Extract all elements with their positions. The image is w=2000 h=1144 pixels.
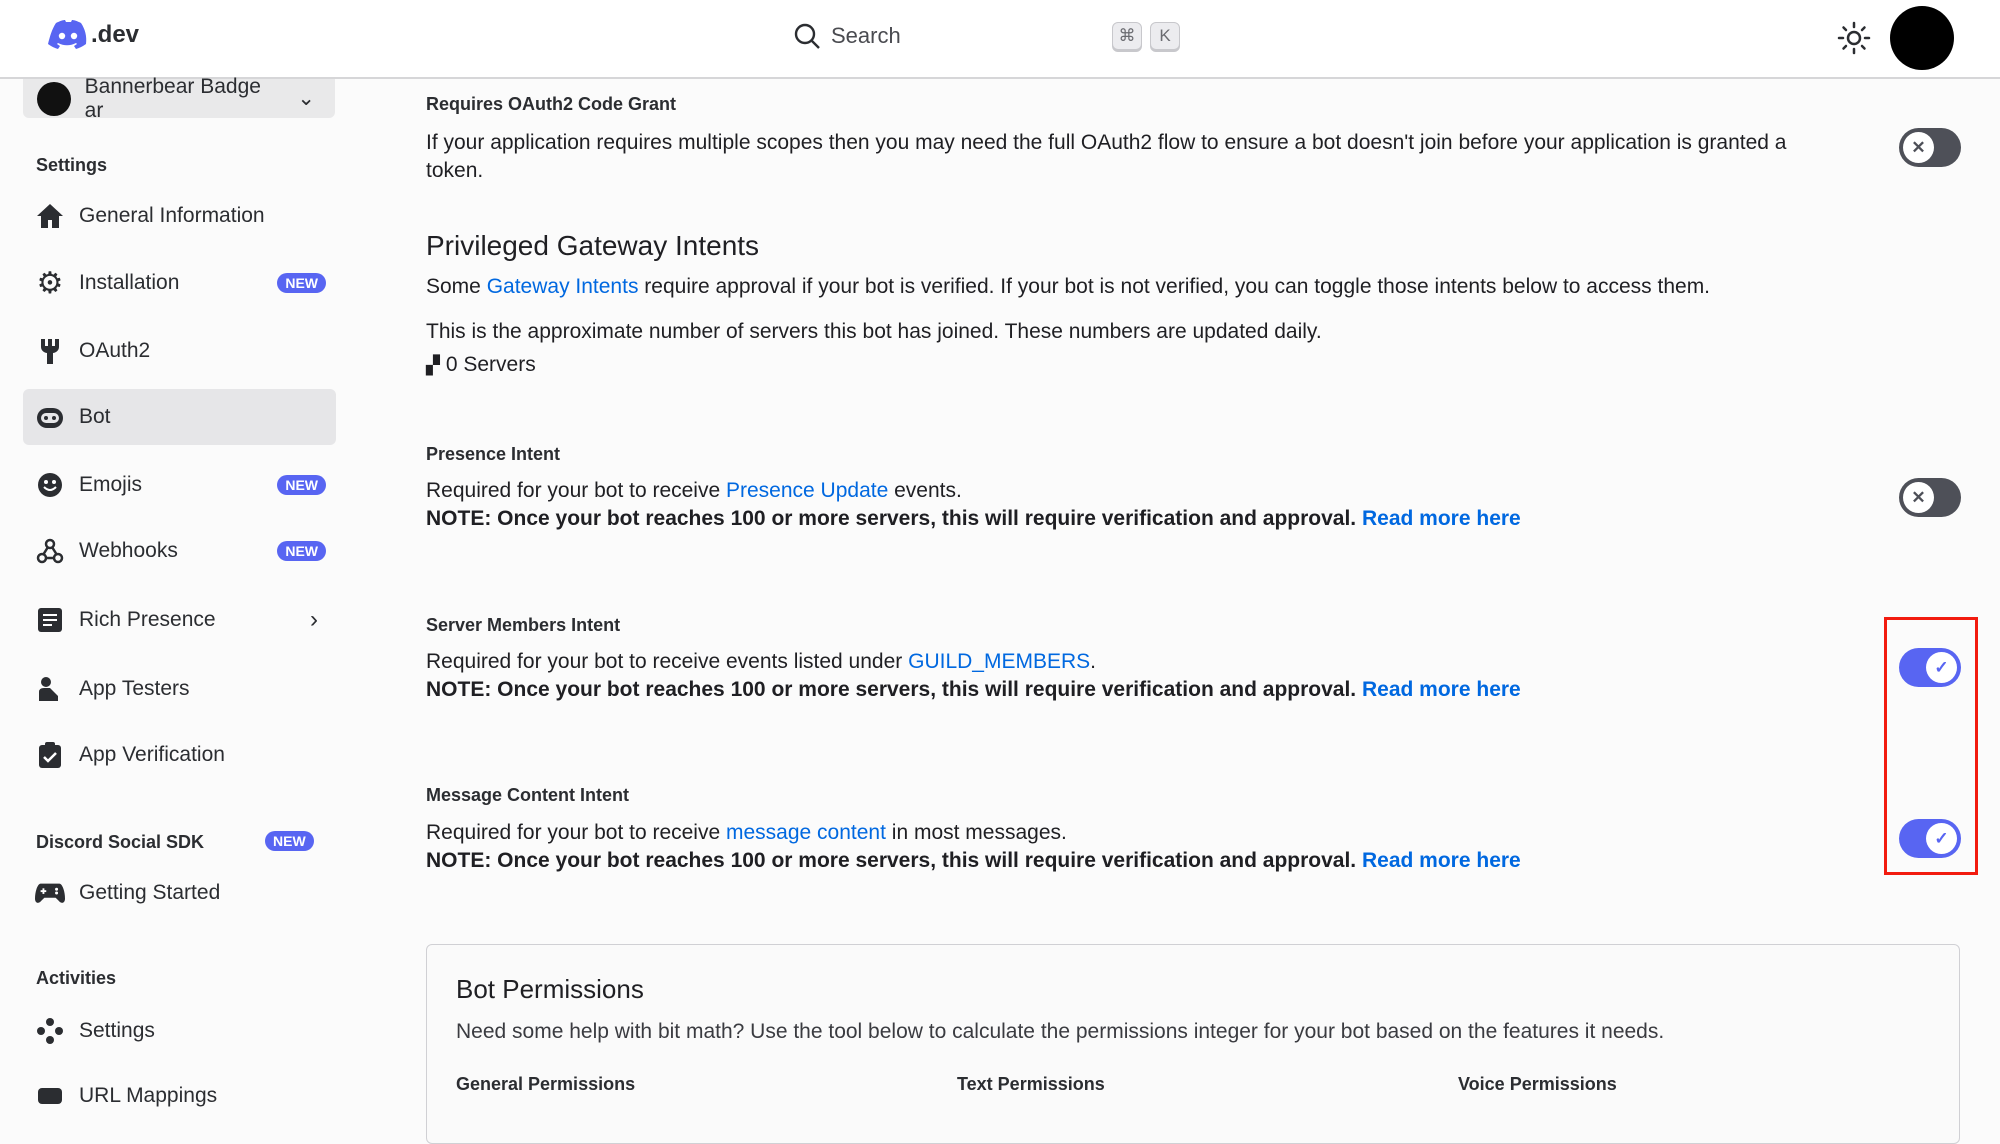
settings-heading: Settings: [36, 155, 108, 175]
search-icon: [793, 22, 821, 50]
search-shortcut: ⌘ K: [1112, 22, 1180, 50]
app-selector[interactable]: Bannerbear Badge ar ⌄: [23, 79, 335, 118]
dots-icon: [35, 1016, 65, 1046]
social-sdk-heading: Discord Social SDK: [36, 832, 205, 852]
search-button[interactable]: Search: [793, 22, 901, 50]
sidebar-item-general-information[interactable]: General Information: [23, 188, 336, 244]
read-more-link[interactable]: Read more here: [1362, 678, 1521, 701]
theme-toggle-sun-icon[interactable]: [1836, 20, 1872, 61]
sidebar-item-rich-presence[interactable]: Rich Presence ›: [23, 592, 336, 648]
gateway-intents-link[interactable]: Gateway Intents: [486, 275, 639, 298]
check-icon: ✓: [1926, 652, 1957, 683]
bot-permissions-panel: [426, 944, 1960, 1144]
chevron-down-icon: ⌄: [297, 87, 315, 110]
gear-icon: ⚙: [36, 266, 64, 300]
chevron-right-icon: ›: [310, 606, 318, 633]
clipboard-check-icon: [35, 740, 65, 770]
text-permissions-heading: Text Permissions: [957, 1074, 1105, 1094]
server-count: ▞ 0 Servers: [426, 353, 536, 376]
sidebar-item-url-mappings[interactable]: URL Mappings: [23, 1068, 336, 1124]
sidebar-item-app-verification[interactable]: App Verification: [23, 727, 336, 783]
app-icon: [37, 82, 71, 116]
server-members-intent-description: Required for your bot to receive events listed under GUILD_MEMBERS.: [426, 650, 1096, 673]
sidebar-item-activities-settings[interactable]: Settings: [23, 1003, 336, 1059]
presence-intent-label: Presence Intent: [426, 444, 561, 464]
social-sdk-new-badge: NEW: [265, 831, 314, 851]
smiley-icon: [35, 470, 65, 500]
discord-dev-logo[interactable]: .dev: [48, 20, 139, 50]
bot-permissions-title: Bot Permissions: [456, 974, 644, 1004]
read-more-link[interactable]: Read more here: [1362, 507, 1521, 530]
webhook-icon: [35, 536, 65, 566]
highlight-box: [1884, 617, 1978, 875]
bot-icon: [35, 402, 65, 432]
sidebar-item-bot[interactable]: Bot: [23, 389, 336, 445]
server-members-intent-note: NOTE: Once your bot reaches 100 or more servers, this will require verification and approval. Read more here: [426, 678, 1521, 701]
privileged-intents-title: Privileged Gateway Intents: [426, 230, 760, 261]
bot-permissions-description: Need some help with bit math? Use the tool below to calculate the permissions integer for your bot based on the features it needs.: [456, 1020, 1665, 1043]
presence-intent-toggle[interactable]: [1899, 478, 1961, 517]
discord-logo-icon: [48, 20, 88, 50]
server-count-description: This is the approximate number of servers this bot has joined. These numbers are updated daily.: [426, 320, 1322, 343]
voice-permissions-heading: Voice Permissions: [1458, 1074, 1617, 1094]
sidebar-item-oauth2[interactable]: OAuth2: [23, 323, 336, 379]
x-icon: ✕: [1903, 132, 1934, 163]
top-bar: [0, 0, 2000, 79]
presence-intent-note: NOTE: Once your bot reaches 100 or more servers, this will require verification and approval. Read more here: [426, 507, 1521, 530]
sidebar-item-getting-started[interactable]: Getting Started: [23, 865, 336, 921]
sidebar-item-emojis[interactable]: Emojis NEW: [23, 457, 336, 513]
gamepad-icon: [35, 878, 65, 908]
link-box-icon: [35, 1081, 65, 1111]
guild-members-link[interactable]: GUILD_MEMBERS: [908, 650, 1091, 673]
presence-update-link[interactable]: Presence Update: [726, 479, 889, 502]
oauth-grant-description: If your application requires multiple scopes then you may need the full OAuth2 flow to ensure a bot doesn't join before your application is granted a token.: [426, 131, 1787, 182]
document-icon: [35, 605, 65, 635]
servers-icon: ▞: [426, 354, 440, 375]
wrench-icon: [35, 336, 65, 366]
sidebar-item-app-testers[interactable]: App Testers: [23, 661, 336, 717]
oauth-grant-toggle[interactable]: [1899, 128, 1961, 167]
check-icon: ✓: [1926, 823, 1957, 854]
general-permissions-heading: General Permissions: [456, 1074, 636, 1094]
home-icon: [35, 201, 65, 231]
intents-description: Some Gateway Intents require approval if your bot is verified. If your bot is not verified, you can toggle those intents below to access them.: [426, 275, 1711, 298]
presence-intent-description: Required for your bot to receive Presence Update events.: [426, 479, 962, 502]
message-content-intent-description: Required for your bot to receive message content in most messages.: [426, 821, 1067, 844]
server-members-intent-label: Server Members Intent: [426, 615, 621, 635]
activities-heading: Activities: [36, 968, 117, 988]
read-more-link[interactable]: Read more here: [1362, 849, 1521, 872]
message-content-intent-label: Message Content Intent: [426, 785, 630, 805]
user-avatar[interactable]: [1890, 6, 1954, 70]
message-content-intent-note: NOTE: Once your bot reaches 100 or more servers, this will require verification and approval. Read more here: [426, 849, 1521, 872]
sidebar-item-webhooks[interactable]: Webhooks NEW: [23, 523, 336, 579]
oauth-grant-label: Requires OAuth2 Code Grant: [426, 94, 677, 114]
message-content-link[interactable]: message content: [726, 821, 886, 844]
x-icon: ✕: [1903, 482, 1934, 513]
user-icon: [35, 674, 65, 704]
sidebar-item-installation[interactable]: ⚙ Installation NEW: [23, 255, 336, 311]
